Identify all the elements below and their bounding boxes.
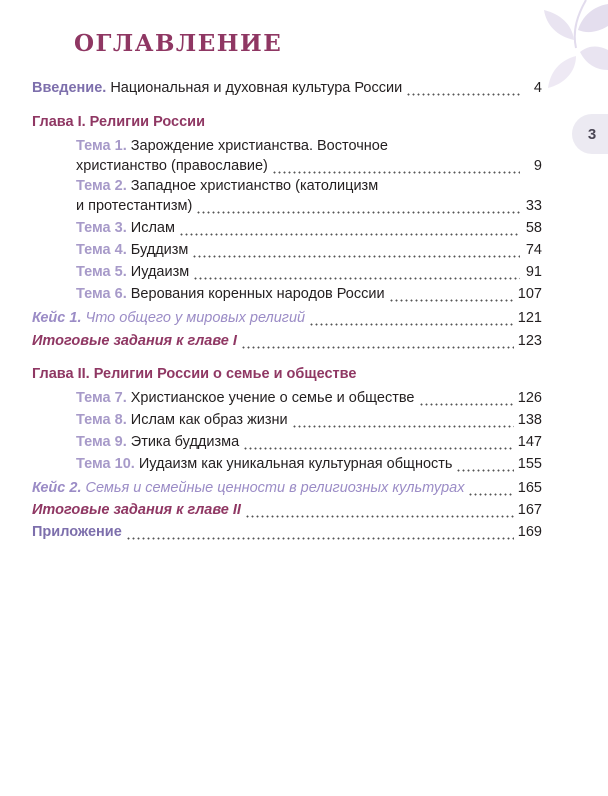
topic-page: 155 — [517, 456, 542, 472]
toc-entry-topic-2[interactable] — [76, 176, 542, 216]
toc-entry-topic-7[interactable] — [76, 388, 542, 408]
topic-page: 107 — [517, 286, 542, 302]
toc-entry-final-2[interactable] — [32, 500, 542, 520]
intro-label: Введение. — [32, 80, 107, 96]
topic-page: 74 — [525, 242, 542, 258]
toc-entry-final-1[interactable] — [32, 331, 542, 351]
toc-entry-intro[interactable] — [32, 78, 542, 98]
topic-page: 91 — [525, 264, 542, 280]
topic-label: Тема 2. — [76, 178, 127, 194]
topic-label: Тема 4. — [76, 242, 127, 258]
topic-page: 147 — [517, 434, 542, 450]
toc-entry-case-2[interactable] — [32, 478, 542, 498]
case-text: Семья и семейные ценности в религиозных культурах — [85, 480, 465, 496]
page-number: 3 — [587, 125, 597, 143]
final-page: 123 — [517, 333, 542, 349]
topic-label: Тема 1. — [76, 138, 127, 154]
leaves-decoration-icon — [538, 0, 608, 95]
toc-entry-topic-10[interactable] — [76, 454, 542, 474]
topic-text: Ислам как образ жизни — [130, 412, 288, 428]
appendix-text: Приложение — [32, 524, 122, 540]
topic-page: 9 — [533, 158, 542, 174]
toc-entry-topic-6[interactable] — [76, 284, 542, 304]
topic-label: Тема 7. — [76, 390, 127, 406]
topic-label: Тема 5. — [76, 264, 127, 280]
topic-text: Иудаизм как уникальная культурная общность — [138, 456, 453, 472]
intro-page: 4 — [533, 80, 542, 96]
topic-text: Христианское учение о семье и обществе — [130, 390, 415, 406]
dot-leader — [241, 331, 514, 351]
chapter-2-heading[interactable]: Глава II. Религии России о семье и обществе — [32, 366, 357, 382]
dot-leader — [292, 410, 514, 430]
topic-page: 58 — [525, 220, 542, 236]
topic-label: Тема 8. — [76, 412, 127, 428]
toc-entry-topic-3[interactable] — [76, 218, 542, 238]
topic-text: Иудаизм — [130, 264, 190, 280]
intro-text: Национальная и духовная культура России — [110, 80, 403, 96]
toc-title: ОГЛАВЛЕНИЕ — [74, 30, 283, 57]
toc-entry-topic-4[interactable] — [76, 240, 542, 260]
toc-entry-topic-1[interactable] — [76, 136, 542, 176]
dot-leader — [389, 284, 514, 304]
dot-leader — [179, 218, 520, 238]
topic-text: Ислам — [130, 220, 175, 236]
final-text: Итоговые задания к главе II — [32, 502, 241, 518]
appendix-page: 169 — [517, 524, 542, 540]
topic-text: Этика буддизма — [130, 434, 240, 450]
case-page: 165 — [517, 480, 542, 496]
page-number-tab — [572, 114, 608, 154]
topic-text-line2: христианство (православие) — [76, 158, 268, 174]
topic-label: Тема 6. — [76, 286, 127, 302]
dot-leader — [193, 262, 520, 282]
dot-leader — [192, 240, 520, 260]
dot-leader — [196, 196, 520, 216]
dot-leader — [272, 156, 520, 176]
topic-label: Тема 9. — [76, 434, 127, 450]
toc-entry-case-1[interactable] — [32, 308, 542, 328]
topic-page: 126 — [517, 390, 542, 406]
dot-leader — [243, 432, 514, 452]
toc-entry-topic-5[interactable] — [76, 262, 542, 282]
topic-page: 138 — [517, 412, 542, 428]
dot-leader — [468, 478, 513, 498]
case-label: Кейс 2. — [32, 480, 82, 496]
toc-entry-appendix[interactable] — [32, 522, 542, 542]
dot-leader — [126, 522, 514, 542]
topic-label: Тема 10. — [76, 456, 135, 472]
topic-text: Буддизм — [130, 242, 189, 258]
topic-text-line1: Западное христианство (католицизм — [130, 178, 379, 194]
dot-leader — [309, 308, 514, 328]
dot-leader — [456, 454, 513, 474]
final-text: Итоговые задания к главе I — [32, 333, 237, 349]
toc-entry-topic-8[interactable] — [76, 410, 542, 430]
topic-page: 33 — [525, 198, 542, 214]
topic-text: Верования коренных народов России — [130, 286, 385, 302]
dot-leader — [406, 78, 520, 98]
topic-text-line2: и протестантизм) — [76, 198, 193, 214]
topic-label: Тема 3. — [76, 220, 127, 236]
case-page: 121 — [517, 310, 542, 326]
topic-text-line1: Зарождение христианства. Восточное — [130, 138, 388, 154]
case-text: Что общего у мировых религий — [85, 310, 306, 326]
case-label: Кейс 1. — [32, 310, 82, 326]
dot-leader — [419, 388, 514, 408]
chapter-1-heading[interactable]: Глава I. Религии России — [32, 114, 206, 130]
dot-leader — [245, 500, 514, 520]
toc-entry-topic-9[interactable] — [76, 432, 542, 452]
final-page: 167 — [517, 502, 542, 518]
